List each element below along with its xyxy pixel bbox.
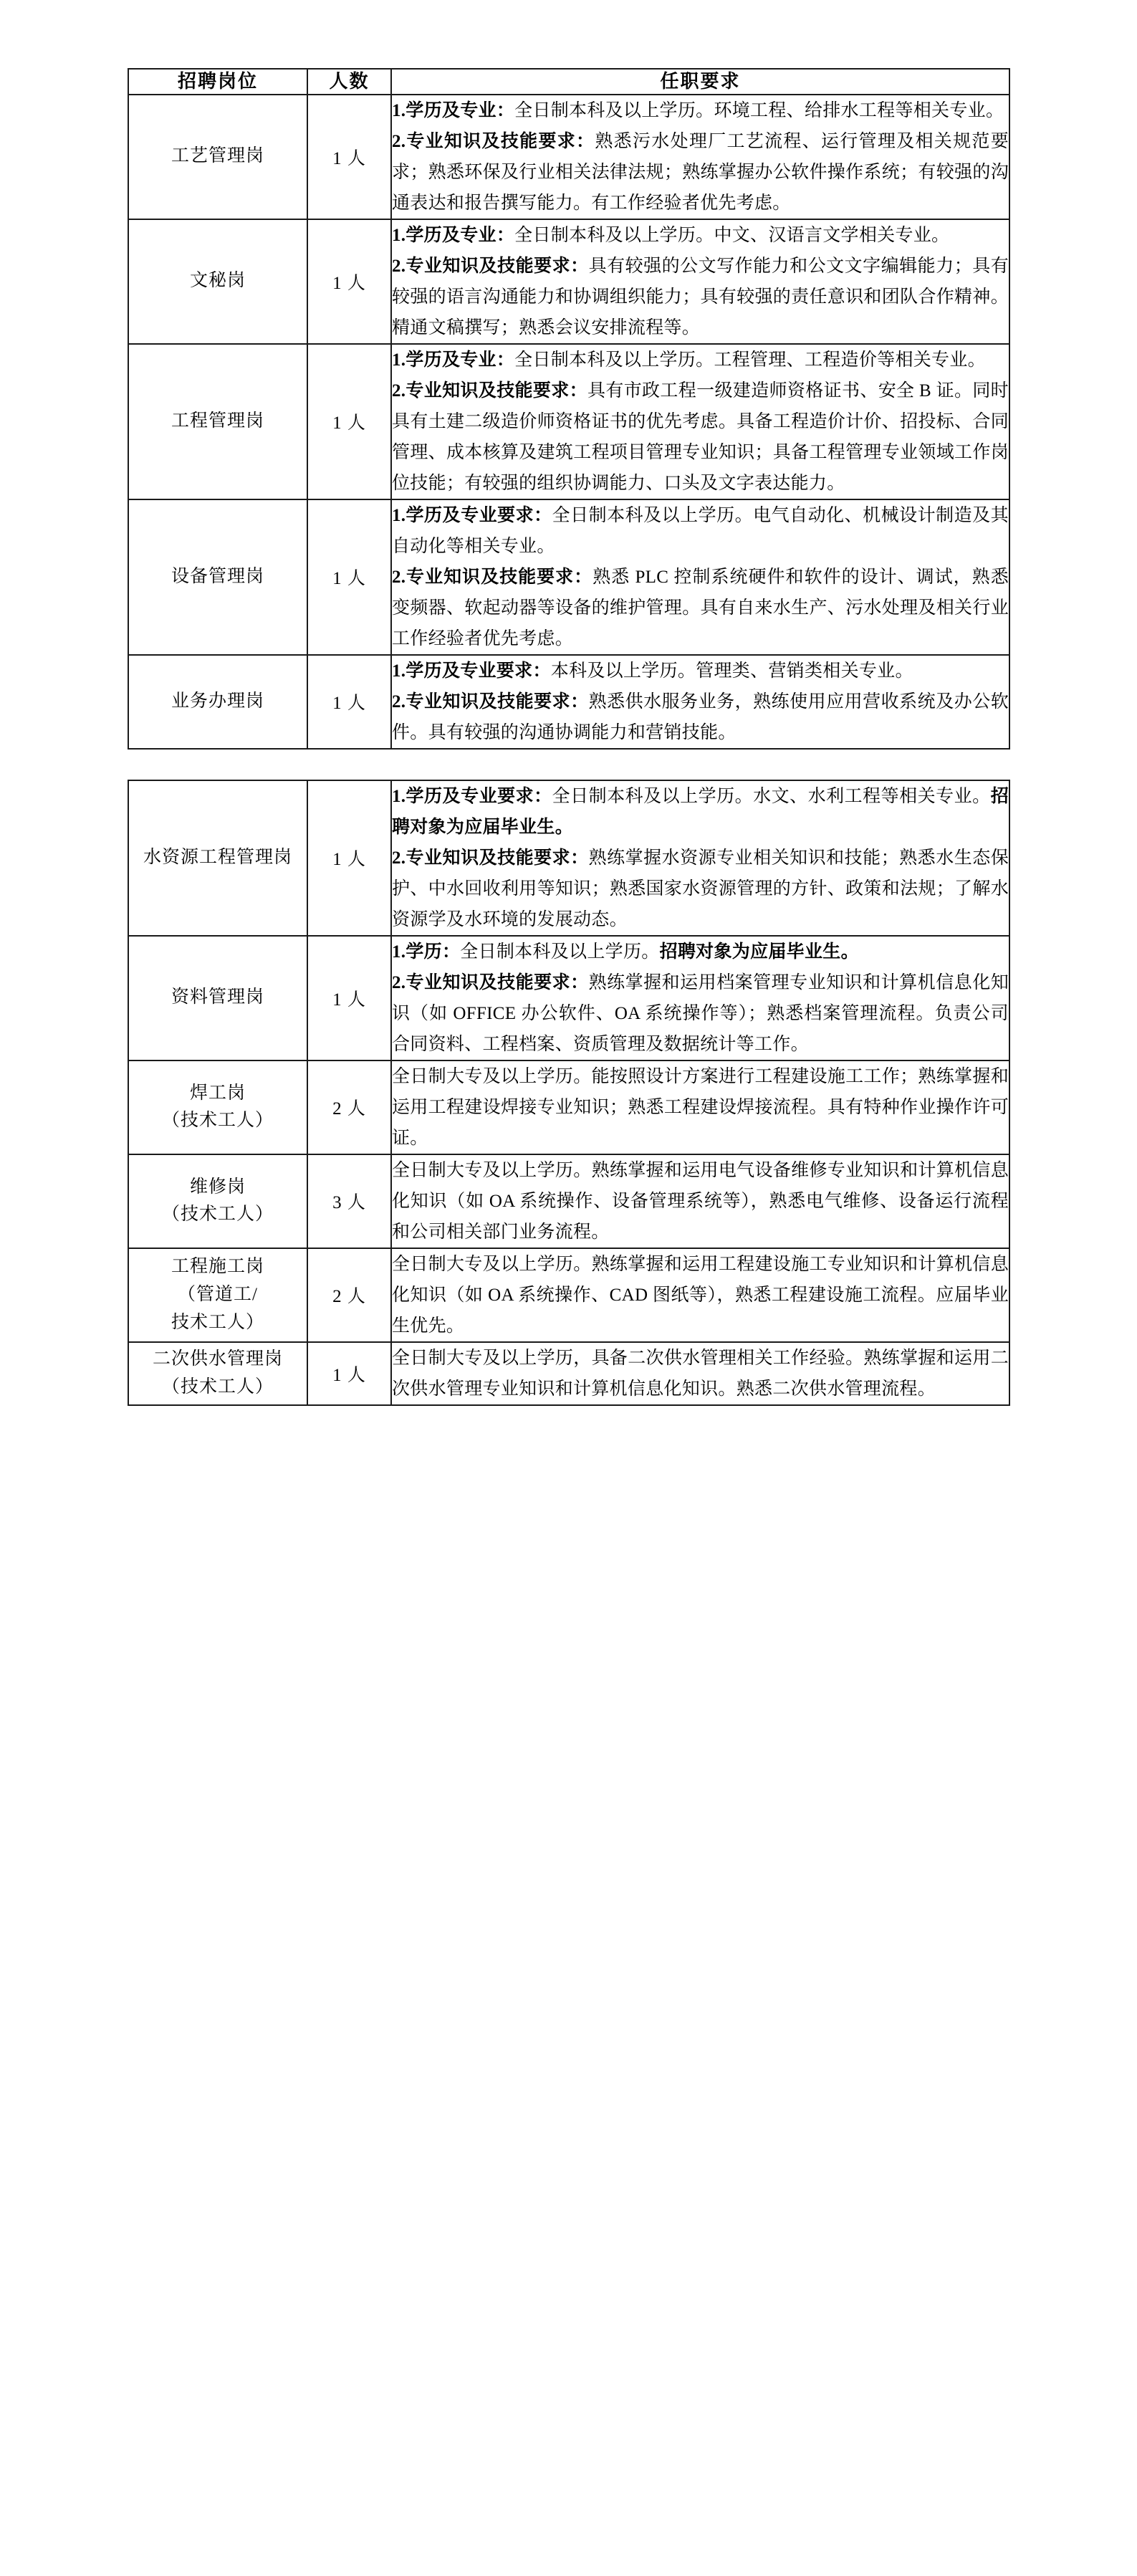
cell-requirements: [391, 1060, 1009, 1154]
table-row: [128, 219, 1009, 344]
requirement-line: 1.学历及专业要求：全日制本科及以上学历。电气自动化、机械设计制造及其自动化等相关专业。: [392, 505, 1009, 556]
table-row: [128, 1342, 1009, 1405]
cell-requirements: [391, 499, 1009, 655]
cell-post: 文秘岗: [128, 219, 307, 344]
cell-count: 2 人: [307, 1248, 391, 1342]
cell-requirements: [391, 1248, 1009, 1342]
table-header-row: [128, 69, 1009, 95]
requirement-line: 1.学历及专业要求：全日制本科及以上学历。水文、水利工程等相关专业。招聘对象为应届毕业生。: [392, 786, 1009, 837]
header-count: 人数: [307, 69, 391, 95]
cell-post: 工艺管理岗: [128, 95, 307, 219]
table-body-block1: [128, 95, 1009, 749]
table-row: [128, 1060, 1009, 1154]
table-row: [128, 1154, 1009, 1248]
cell-post: 工程管理岗: [128, 344, 307, 499]
recruitment-table-block1: [128, 68, 1010, 750]
cell-count: 1 人: [307, 936, 391, 1060]
requirement-line: 全日制大专及以上学历。熟练掌握和运用工程建设施工专业知识和计算机信息化知识（如 OA 系统操作、CAD 图纸等），熟悉工程建设施工流程。应届毕业生优先。: [392, 1254, 1009, 1336]
requirement-line: 2.专业知识及技能要求：熟练掌握和运用档案管理专业知识和计算机信息化知识（如 OFFICE 办公软件、OA 系统操作等）；熟悉档案管理流程。负责公司合同资料、工程档案、资质管理及数据统计等工作。: [392, 972, 1009, 1054]
table-row: [128, 780, 1009, 936]
requirement-line: 1.学历：全日制本科及以上学历。招聘对象为应届毕业生。: [392, 942, 859, 962]
cell-post: 水资源工程管理岗: [128, 780, 307, 936]
cell-post: 资料管理岗: [128, 936, 307, 1060]
cell-post: 二次供水管理岗 （技术工人）: [128, 1342, 307, 1405]
requirement-line: 1.学历及专业：全日制本科及以上学历。工程管理、工程造价等相关专业。: [392, 350, 986, 370]
cell-post: 维修岗 （技术工人）: [128, 1154, 307, 1248]
cell-requirements: [391, 1154, 1009, 1248]
table-row: [128, 1248, 1009, 1342]
requirement-line: 1.学历及专业要求：本科及以上学历。管理类、营销类相关专业。: [392, 661, 913, 681]
table-row: [128, 95, 1009, 219]
requirement-line: 全日制大专及以上学历。熟练掌握和运用电气设备维修专业知识和计算机信息化知识（如 OA 系统操作、设备管理系统等），熟悉电气维修、设备运行流程和公司相关部门业务流程。: [392, 1160, 1009, 1242]
table-body-block2: [128, 780, 1009, 1405]
requirement-line: 全日制大专及以上学历。能按照设计方案进行工程建设施工工作；熟练掌握和运用工程建设焊接专业知识；熟悉工程建设焊接流程。具有特种作业操作许可证。: [392, 1066, 1009, 1148]
header-requirements: 任职要求: [391, 69, 1009, 95]
table-row: [128, 655, 1009, 749]
requirement-line: 1.学历及专业：全日制本科及以上学历。环境工程、给排水工程等相关专业。: [392, 100, 1004, 120]
requirement-line: 2.专业知识及技能要求：熟悉 PLC 控制系统硬件和软件的设计、调试，熟悉变频器、软起动器等设备的维护管理。具有自来水生产、污水处理及相关行业工作经验者优先考虑。: [392, 567, 1009, 648]
cell-count: 1 人: [307, 219, 391, 344]
cell-count: 1 人: [307, 95, 391, 219]
recruitment-tables: [128, 68, 1009, 1406]
requirement-line: 2.专业知识及技能要求：具有市政工程一级建造师资格证书、安全 B 证。同时具有土建二级造价师资格证书的优先考虑。具备工程造价计价、招投标、合同管理、成本核算及建筑工程项目管理专业知识；具备工程管理专业领域工作岗位技能；有较强的组织协调能力、口头及文字表达能力。: [392, 380, 1009, 493]
table-row: [128, 344, 1009, 499]
requirement-line: 全日制大专及以上学历，具备二次供水管理相关工作经验。熟练掌握和运用二次供水管理专业知识和计算机信息化知识。熟悉二次供水管理流程。: [392, 1348, 1009, 1399]
cell-post: 业务办理岗: [128, 655, 307, 749]
cell-count: 1 人: [307, 1342, 391, 1405]
cell-count: 3 人: [307, 1154, 391, 1248]
cell-requirements: [391, 780, 1009, 936]
cell-requirements: [391, 219, 1009, 344]
cell-count: 1 人: [307, 655, 391, 749]
table-row: [128, 499, 1009, 655]
cell-requirements: [391, 936, 1009, 1060]
cell-requirements: [391, 344, 1009, 499]
requirement-line: 2.专业知识及技能要求：熟悉污水处理厂工艺流程、运行管理及相关规范要求；熟悉环保及行业相关法律法规；熟练掌握办公软件操作系统；有较强的沟通表达和报告撰写能力。有工作经验者优先考虑。: [392, 131, 1009, 213]
table-row: [128, 936, 1009, 1060]
requirement-line: 2.专业知识及技能要求：具有较强的公文写作能力和公文文字编辑能力；具有较强的语言沟通能力和协调组织能力；具有较强的责任意识和团队合作精神。精通文稿撰写；熟悉会议安排流程等。: [392, 256, 1009, 337]
cell-count: 1 人: [307, 780, 391, 936]
cell-requirements: [391, 95, 1009, 219]
cell-post: 工程施工岗 （管道工/ 技术工人）: [128, 1248, 307, 1342]
requirement-line: 1.学历及专业：全日制本科及以上学历。中文、汉语言文学相关专业。: [392, 225, 950, 245]
cell-post: 焊工岗 （技术工人）: [128, 1060, 307, 1154]
cell-requirements: [391, 1342, 1009, 1405]
cell-count: 1 人: [307, 344, 391, 499]
cell-count: 1 人: [307, 499, 391, 655]
header-post: 招聘岗位: [128, 69, 307, 95]
requirement-line: 2.专业知识及技能要求：熟悉供水服务业务，熟练使用应用营收系统及办公软件。具有较强的沟通协调能力和营销技能。: [392, 691, 1009, 742]
cell-post: 设备管理岗: [128, 499, 307, 655]
recruitment-table-block2: [128, 780, 1010, 1406]
cell-count: 2 人: [307, 1060, 391, 1154]
requirement-line: 2.专业知识及技能要求：熟练掌握水资源专业相关知识和技能；熟悉水生态保护、中水回收利用等知识；熟悉国家水资源管理的方针、政策和法规；了解水资源学及水环境的发展动态。: [392, 848, 1009, 929]
table-gap: [128, 750, 1009, 780]
cell-requirements: [391, 655, 1009, 749]
